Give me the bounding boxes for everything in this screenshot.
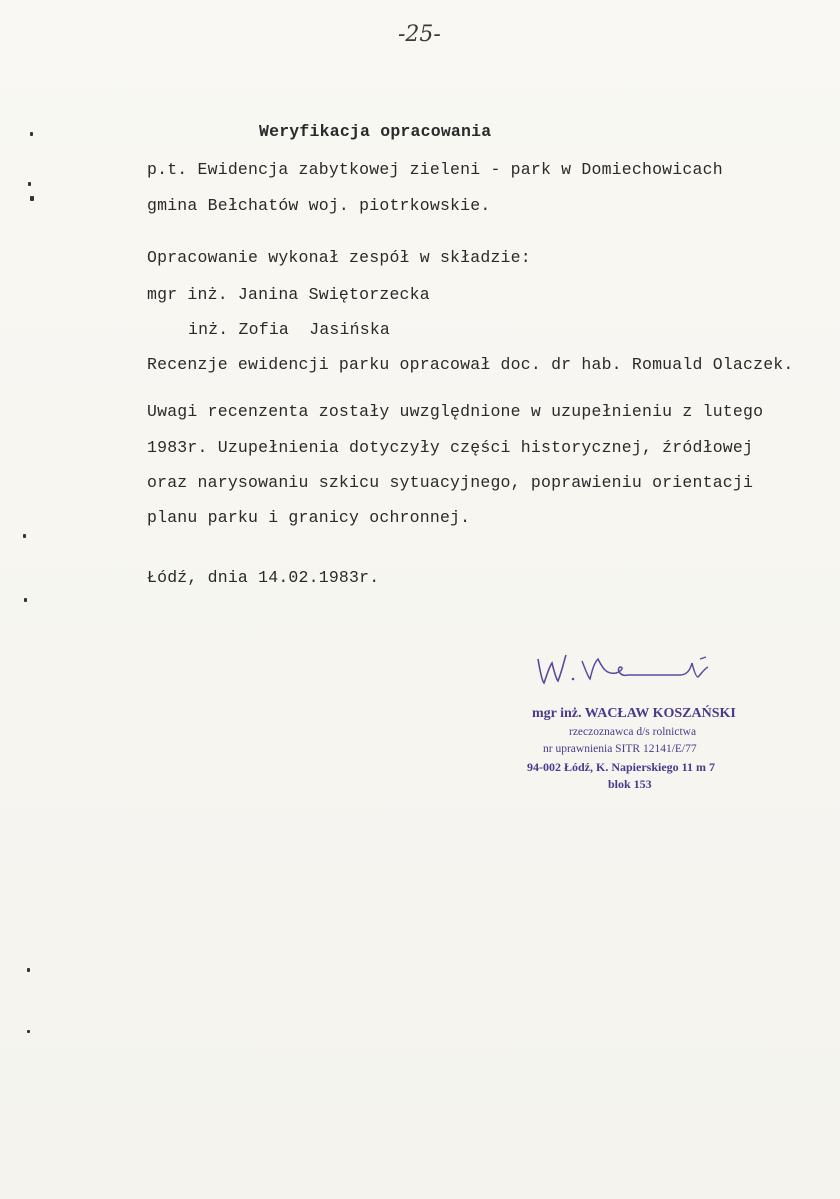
place-date: Łódź, dnia 14.02.1983r. xyxy=(147,568,380,587)
team-member-1: mgr inż. Janina Swiętorzecka xyxy=(147,285,430,304)
team-intro: Opracowanie wykonał zespół w składzie: xyxy=(147,248,531,267)
margin-mark xyxy=(27,968,30,972)
review-line: Recenzje ewidencji parku opracował doc. dr hab. Romuald Olaczek. xyxy=(147,355,794,374)
subject-line-1: p.t. Ewidencja zabytkowej zieleni - park w Domiechowicach xyxy=(147,160,723,179)
subject-line-2: gmina Bełchatów woj. piotrkowskie. xyxy=(147,196,491,215)
remarks-line-2: 1983r. Uzupełnienia dotyczyły części historycznej, źródłowej xyxy=(147,438,754,457)
margin-mark xyxy=(30,132,33,136)
page-number: -25- xyxy=(398,22,441,47)
stamp-line-4: blok 153 xyxy=(608,777,652,791)
stamp-name: mgr inż. WACŁAW KOSZAŃSKI xyxy=(532,706,736,721)
stamp-line-2: nr uprawnienia SITR 12141/E/77 xyxy=(543,743,697,755)
document-title: Weryfikacja opracowania xyxy=(259,122,492,141)
remarks-line-4: planu parku i granicy ochronnej. xyxy=(147,508,471,527)
margin-mark xyxy=(24,598,27,602)
margin-mark xyxy=(23,534,26,538)
margin-mark xyxy=(30,196,34,201)
stamp-line-3: 94-002 Łódź, K. Napierskiego 11 m 7 xyxy=(527,760,715,774)
stamp-line-1: rzeczoznawca d/s rolnictwa xyxy=(569,726,697,738)
margin-mark xyxy=(28,182,31,186)
remarks-line-1: Uwagi recenzenta zostały uwzględnione w uzupełnieniu z lutego xyxy=(147,402,764,421)
margin-mark xyxy=(27,1030,30,1033)
remarks-line-3: oraz narysowaniu szkicu sytuacyjnego, poprawieniu orientacji xyxy=(147,473,754,492)
team-member-2: inż. Zofia Jasińska xyxy=(188,320,391,339)
signature xyxy=(530,645,730,695)
